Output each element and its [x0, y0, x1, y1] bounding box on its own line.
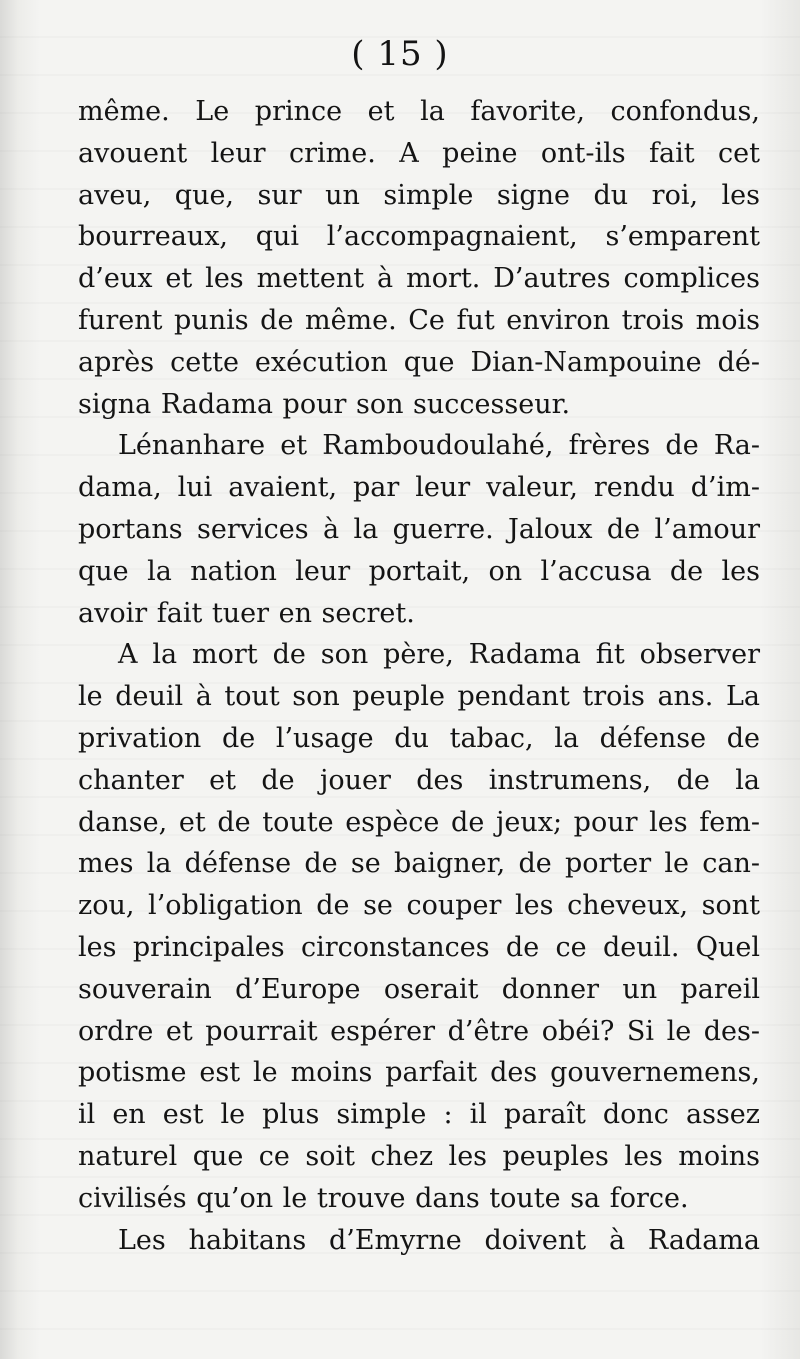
paragraph-2	[78, 425, 760, 634]
body-text	[78, 91, 760, 1261]
text-line: potisme est le moins parfait des gouvernemens,	[78, 1057, 760, 1089]
text-line: civilisés qu’on le trouve dans toute sa force.	[78, 1182, 689, 1214]
text-line: mes la défense de se baigner, de porter le can-	[78, 848, 760, 880]
text-line: avouent leur crime. A peine ont-ils fait cet	[78, 137, 760, 169]
text-line: après cette exécution que Dian-Nampouine dé-	[78, 346, 760, 378]
text-line: d’eux et les mettent à mort. D’autres complices	[78, 263, 760, 295]
paragraph-4	[78, 1220, 760, 1262]
text-line: même. Le prince et la favorite, confondus,	[78, 96, 760, 127]
text-line: privation de l’usage du tabac, la défense de	[78, 722, 760, 754]
text-line: que la nation leur portait, on l’accusa de les	[78, 555, 760, 587]
text-line: chanter et de jouer des instrumens, de la	[78, 764, 760, 796]
text-line: danse, et de toute espèce de jeux; pour les fem-	[78, 806, 760, 838]
text-line: dama, lui avaient, par leur valeur, rendu d’im-	[78, 472, 760, 504]
text-line: zou, l’obligation de se couper les cheveux, sont	[78, 890, 760, 922]
text-line: le deuil à tout son peuple pendant trois ans. La	[78, 681, 760, 713]
text-line: avoir fait tuer en secret.	[78, 597, 415, 629]
paragraph-1	[78, 91, 760, 425]
text-line: bourreaux, qui l’accompagnaient, s’emparent	[78, 221, 760, 253]
text-line: Les habitans d’Emyrne doivent à Radama	[118, 1224, 760, 1256]
text-line: les principales circonstances de ce deuil. Quel	[78, 931, 760, 963]
text-line: il en est le plus simple : il paraît donc assez	[78, 1099, 760, 1131]
text-line: aveu, que, sur un simple signe du roi, les	[78, 179, 760, 211]
text-line: souverain d’Europe oserait donner un pareil	[78, 973, 760, 1005]
paragraph-3	[78, 634, 760, 1219]
page-number: ( 15 )	[351, 34, 449, 74]
text-line: ordre et pourrait espérer d’être obéi? Si le des-	[78, 1015, 760, 1047]
text-line: A la mort de son père, Radama fit observer	[118, 639, 760, 671]
text-line: signa Radama pour son successeur.	[78, 388, 571, 420]
text-line: Lénanhare et Ramboudoulahé, frères de Ra-	[118, 430, 760, 462]
text-line: naturel que ce soit chez les peuples les moins	[78, 1140, 760, 1172]
text-line: portans services à la guerre. Jaloux de l’amour	[78, 513, 760, 545]
text-line: furent punis de même. Ce fut environ trois mois	[78, 304, 760, 336]
